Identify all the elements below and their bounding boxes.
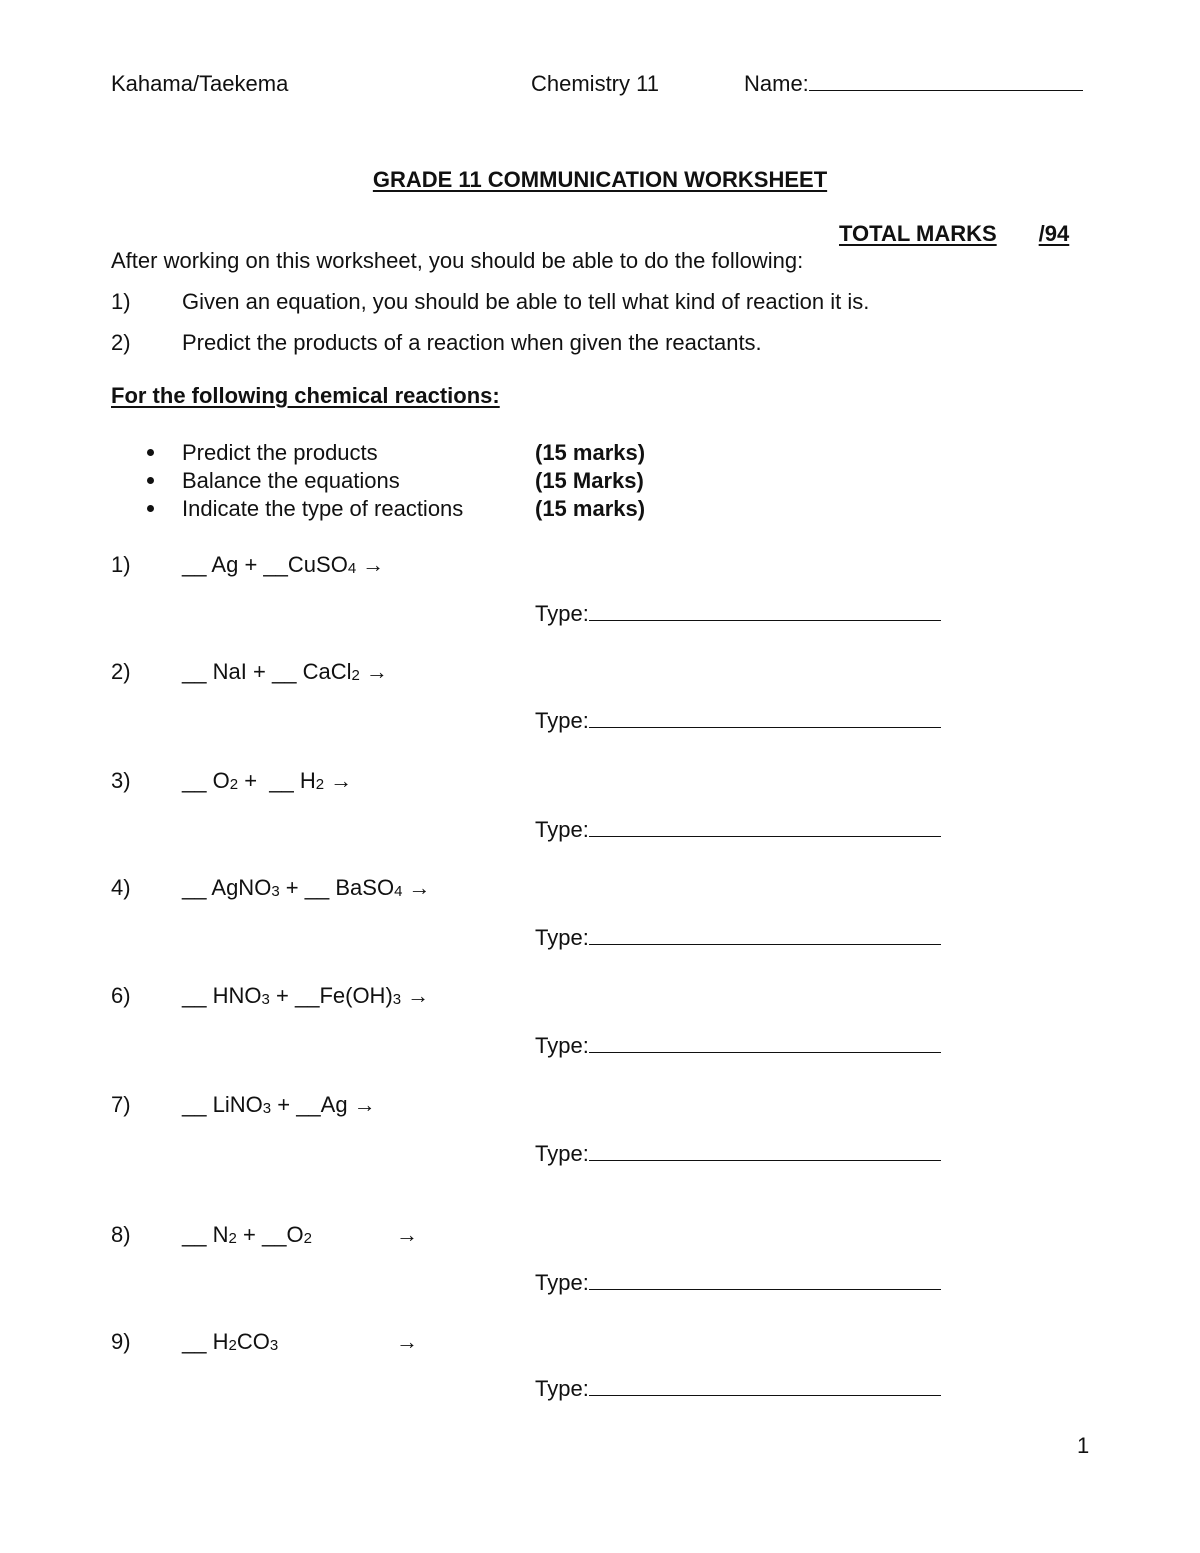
reaction-number: 9)	[111, 1329, 131, 1354]
reaction-number: 1)	[111, 552, 131, 577]
task-marks: (15 marks)	[535, 440, 646, 465]
type-blank[interactable]	[589, 1288, 941, 1290]
page-number: 1	[1077, 1433, 1090, 1458]
name-label: Name:	[744, 71, 809, 96]
arrow-icon: →	[330, 768, 353, 793]
arrow-icon: →	[365, 659, 388, 684]
total-marks	[839, 223, 1069, 245]
coefficient-blank[interactable]: __	[304, 875, 330, 900]
coefficient-blank[interactable]: __	[294, 983, 320, 1008]
type-label: Type:	[535, 1141, 589, 1166]
type-blank[interactable]	[589, 619, 941, 621]
reaction-equation: __ $HNO_3$ + $\_\_Fe(OH)_3$ →	[182, 983, 430, 1008]
reaction-number: 6)	[111, 983, 131, 1008]
reaction-equation: __ Ag + __CuSO$_4$ →	[182, 552, 385, 577]
coefficient-blank[interactable]: __	[182, 983, 207, 1008]
coefficient-blank[interactable]: __	[182, 552, 207, 577]
coefficient-blank[interactable]: __	[263, 552, 288, 577]
type-field[interactable]	[535, 819, 941, 841]
reaction-number: 7)	[111, 1092, 131, 1117]
reaction-number: 4)	[111, 875, 131, 900]
reaction-equation: __ $O_2$ + __ $H_2$ →	[182, 768, 353, 793]
coefficient-blank[interactable]: __	[182, 768, 207, 793]
total-marks-label: TOTAL MARKS /94	[839, 221, 1070, 246]
arrow-icon: →	[407, 983, 430, 1008]
type-field[interactable]	[535, 1035, 941, 1057]
reaction-equation: __ $H_2CO_3$	[182, 1329, 279, 1354]
type-field[interactable]	[535, 927, 941, 949]
task-marks: (15 Marks)	[535, 468, 644, 493]
coefficient-blank[interactable]: __	[182, 1329, 207, 1354]
type-label: Type:	[535, 601, 589, 626]
task-text: Predict the products	[182, 440, 378, 465]
type-field[interactable]	[535, 1378, 941, 1400]
page-title: GRADE 11 COMMUNICATION WORKSHEET	[372, 167, 828, 192]
coefficient-blank[interactable]: __	[182, 1222, 207, 1247]
type-blank[interactable]	[589, 1159, 941, 1161]
task-text: Balance the equations	[182, 468, 400, 493]
bullet-icon	[147, 449, 154, 456]
reaction-equation: __ $N_2$ + $\_\_O_2$	[182, 1222, 312, 1247]
reaction-number: 8)	[111, 1222, 131, 1247]
type-field[interactable]	[535, 710, 941, 732]
bullet-icon	[147, 505, 154, 512]
reaction-number: 2)	[111, 659, 131, 684]
type-blank[interactable]	[589, 726, 941, 728]
type-label: Type:	[535, 1376, 589, 1401]
coefficient-blank[interactable]: __	[296, 1092, 321, 1117]
section-heading: For the following chemical reactions:	[111, 383, 500, 408]
task-text: Indicate the type of reactions	[182, 496, 464, 521]
type-field[interactable]	[535, 1272, 941, 1294]
name-blank[interactable]	[809, 89, 1083, 91]
coefficient-blank[interactable]: __	[182, 1092, 207, 1117]
arrow-icon: →	[408, 875, 431, 900]
header-course: Chemistry 11	[531, 71, 659, 96]
objective-text: Predict the products of a reaction when given the reactants.	[182, 330, 762, 355]
header-teacher: Kahama/Taekema	[111, 71, 289, 96]
type-blank[interactable]	[589, 1394, 941, 1396]
reaction-equation: __ LiNO$_3$ + __Ag →	[182, 1092, 376, 1117]
coefficient-blank[interactable]: __	[182, 875, 207, 900]
reaction-number: 3)	[111, 768, 131, 793]
coefficient-blank[interactable]: __	[271, 659, 297, 684]
type-label: Type:	[535, 1033, 589, 1058]
arrow-icon: →	[353, 1092, 376, 1117]
type-label: Type:	[535, 925, 589, 950]
coefficient-blank[interactable]: __	[182, 659, 207, 684]
reaction-equation: __ AgNO$_3$ + __ BaSO$_4$ →	[182, 875, 431, 900]
type-label: Type:	[535, 1270, 589, 1295]
coefficient-blank[interactable]: __	[261, 1222, 287, 1247]
type-field[interactable]	[535, 603, 941, 625]
objective-number: 2)	[111, 330, 131, 355]
type-blank[interactable]	[589, 1051, 941, 1053]
arrow-icon: →	[396, 1329, 418, 1354]
objective-number: 1)	[111, 289, 131, 314]
type-label: Type:	[535, 708, 589, 733]
type-blank[interactable]	[589, 835, 941, 837]
bullet-icon	[147, 477, 154, 484]
intro-text: After working on this worksheet, you should be able to do the following:	[111, 248, 804, 273]
coefficient-blank[interactable]: __	[269, 768, 294, 793]
objective-text: Given an equation, you should be able to tell what kind of reaction it is.	[182, 289, 870, 314]
task-marks: (15 marks)	[535, 496, 646, 521]
arrow-icon: →	[362, 552, 385, 577]
reaction-equation: __ NaI + __ CaCl$_2$ →	[182, 659, 388, 684]
name-field[interactable]	[744, 73, 1083, 95]
type-label: Type:	[535, 817, 589, 842]
type-field[interactable]	[535, 1143, 941, 1165]
arrow-icon: →	[396, 1222, 418, 1247]
type-blank[interactable]	[589, 943, 941, 945]
